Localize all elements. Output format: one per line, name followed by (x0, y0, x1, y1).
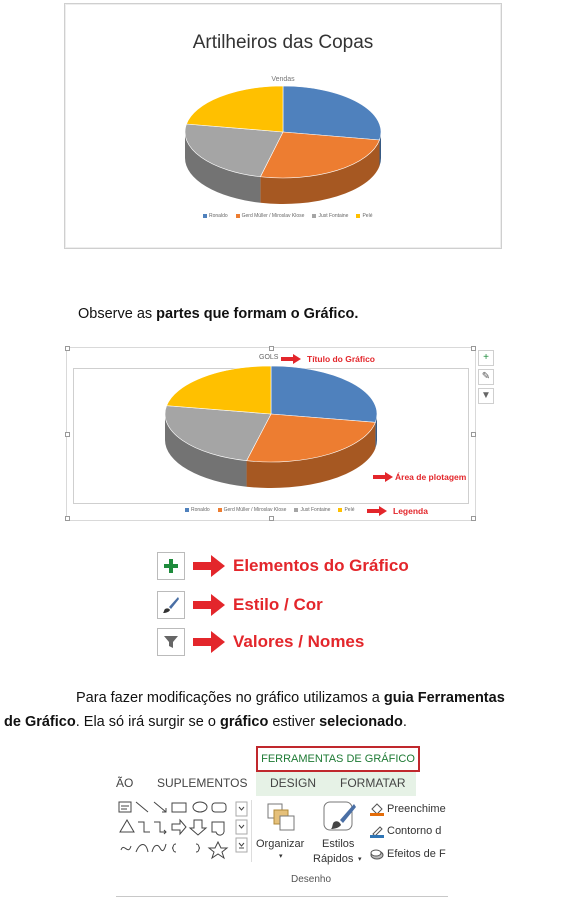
fill-label[interactable]: Preenchime (387, 803, 446, 815)
paragraph-partes (78, 306, 358, 322)
quick-styles-label-2[interactable]: Rápidos (313, 853, 354, 865)
outline-label[interactable]: Contorno d (387, 825, 442, 837)
paragraph-ferramentas (0, 686, 582, 734)
pie-slice-pel- (167, 366, 271, 414)
pie-chart-2 (67, 348, 475, 520)
paragraph-text: . (402, 714, 407, 730)
tab-cut[interactable]: ÃO (116, 776, 134, 790)
annotation-title: Título do Gráfico (307, 354, 375, 364)
legend-label: Gerd Müller / Miroslav Klose (223, 507, 287, 513)
chart-title: Artilheiros das Copas (192, 32, 374, 53)
paragraph-bold: partes que formam o Gráfico. (156, 306, 359, 322)
tab-formatar[interactable]: FORMATAR (340, 776, 406, 790)
legend-label: Just Fontaine (318, 213, 349, 219)
callout-elements (157, 552, 409, 580)
paragraph-text: . Ela só irá surgir se o (75, 714, 220, 730)
legend-label: Gerd Müller / Miroslav Klose (241, 213, 305, 219)
paragraph-bold: selecionado (319, 714, 403, 730)
paragraph-bold: guia Ferramentas (383, 690, 505, 706)
red-arrow-icon (193, 555, 225, 577)
filter-icon[interactable] (157, 628, 185, 656)
callout-style (157, 591, 323, 619)
effects-icon[interactable] (370, 847, 384, 861)
red-arrow-icon (373, 472, 393, 482)
quick-styles-icon[interactable] (322, 800, 358, 834)
legend-label: Ronaldo (209, 213, 228, 219)
legend-swatch (218, 508, 222, 512)
brush-icon[interactable] (157, 591, 185, 619)
legend-swatch (185, 508, 189, 512)
plus-icon[interactable] (157, 552, 185, 580)
arrange-icon[interactable] (264, 802, 298, 832)
legend-item (312, 213, 348, 219)
pie-slice-pel- (186, 86, 283, 132)
chart-artilheiros (64, 3, 502, 249)
legend-swatch (312, 214, 316, 218)
legend-item (294, 507, 330, 513)
pie-slice-ronaldo (271, 366, 377, 422)
legend-swatch (236, 214, 240, 218)
pie-chart-1 (65, 4, 501, 248)
chart-legend (203, 213, 372, 219)
callout-label: Valores / Nomes (233, 632, 365, 651)
red-arrow-icon (193, 631, 225, 653)
chart-filter-button[interactable]: ▼ (478, 388, 494, 404)
legend-swatch (294, 508, 298, 512)
ribbon-bottom-border (116, 896, 448, 897)
chart-elements-button[interactable]: + (478, 350, 494, 366)
effects-label[interactable]: Efeitos de F (387, 848, 446, 860)
chart-legend (185, 507, 354, 513)
arrange-label[interactable]: Organizar (256, 838, 305, 850)
legend-swatch (338, 508, 342, 512)
legend-swatch (203, 214, 207, 218)
quick-styles-dropdown-icon[interactable]: ▾ (358, 856, 362, 863)
outline-icon[interactable] (370, 824, 384, 838)
legend-item (356, 213, 372, 219)
group-label-desenho: Desenho (291, 874, 332, 885)
paragraph-text: estiver (268, 714, 320, 730)
context-tab-header: FERRAMENTAS DE GRÁFICO (256, 746, 420, 772)
quick-styles-label-1[interactable]: Estilos (322, 838, 355, 850)
annotation-legend: Legenda (393, 506, 428, 516)
group-separator (251, 800, 252, 862)
callout-label: Estilo / Cor (233, 595, 323, 614)
legend-item (203, 213, 228, 219)
legend-label: Pelé (362, 213, 373, 219)
paragraph-text: Para fazer modificações no gráfico utilizamos a (76, 690, 384, 706)
chart-annotated (66, 347, 476, 521)
paragraph-bold: de Gráfico (4, 714, 76, 730)
red-arrow-icon (367, 506, 387, 516)
legend-label: Ronaldo (191, 507, 210, 513)
tab-suplementos[interactable]: SUPLEMENTOS (157, 776, 248, 790)
legend-item (185, 507, 210, 513)
paragraph-text: Observe as (78, 306, 157, 322)
red-arrow-icon (193, 594, 225, 616)
legend-label: Just Fontaine (300, 507, 331, 513)
paragraph-bold: gráfico (219, 714, 269, 730)
legend-item (338, 507, 354, 513)
callout-label: Elementos do Gráfico (233, 556, 409, 575)
chart-style-button[interactable]: ✎ (478, 369, 494, 385)
chart-subtitle: Vendas (271, 76, 295, 83)
chart-title-gols: GOLS (259, 354, 279, 361)
shapes-gallery[interactable] (118, 800, 248, 866)
legend-item (236, 213, 305, 219)
tab-design[interactable]: DESIGN (270, 776, 317, 790)
arrange-dropdown-icon[interactable]: ▾ (279, 853, 283, 860)
callout-filter (157, 628, 364, 656)
annotation-plot-area: Área de plotagem (395, 472, 467, 482)
fill-icon[interactable] (370, 802, 384, 816)
pie-slice-ronaldo (283, 86, 381, 140)
legend-label: Pelé (344, 507, 355, 513)
legend-item (218, 507, 287, 513)
legend-swatch (356, 214, 360, 218)
